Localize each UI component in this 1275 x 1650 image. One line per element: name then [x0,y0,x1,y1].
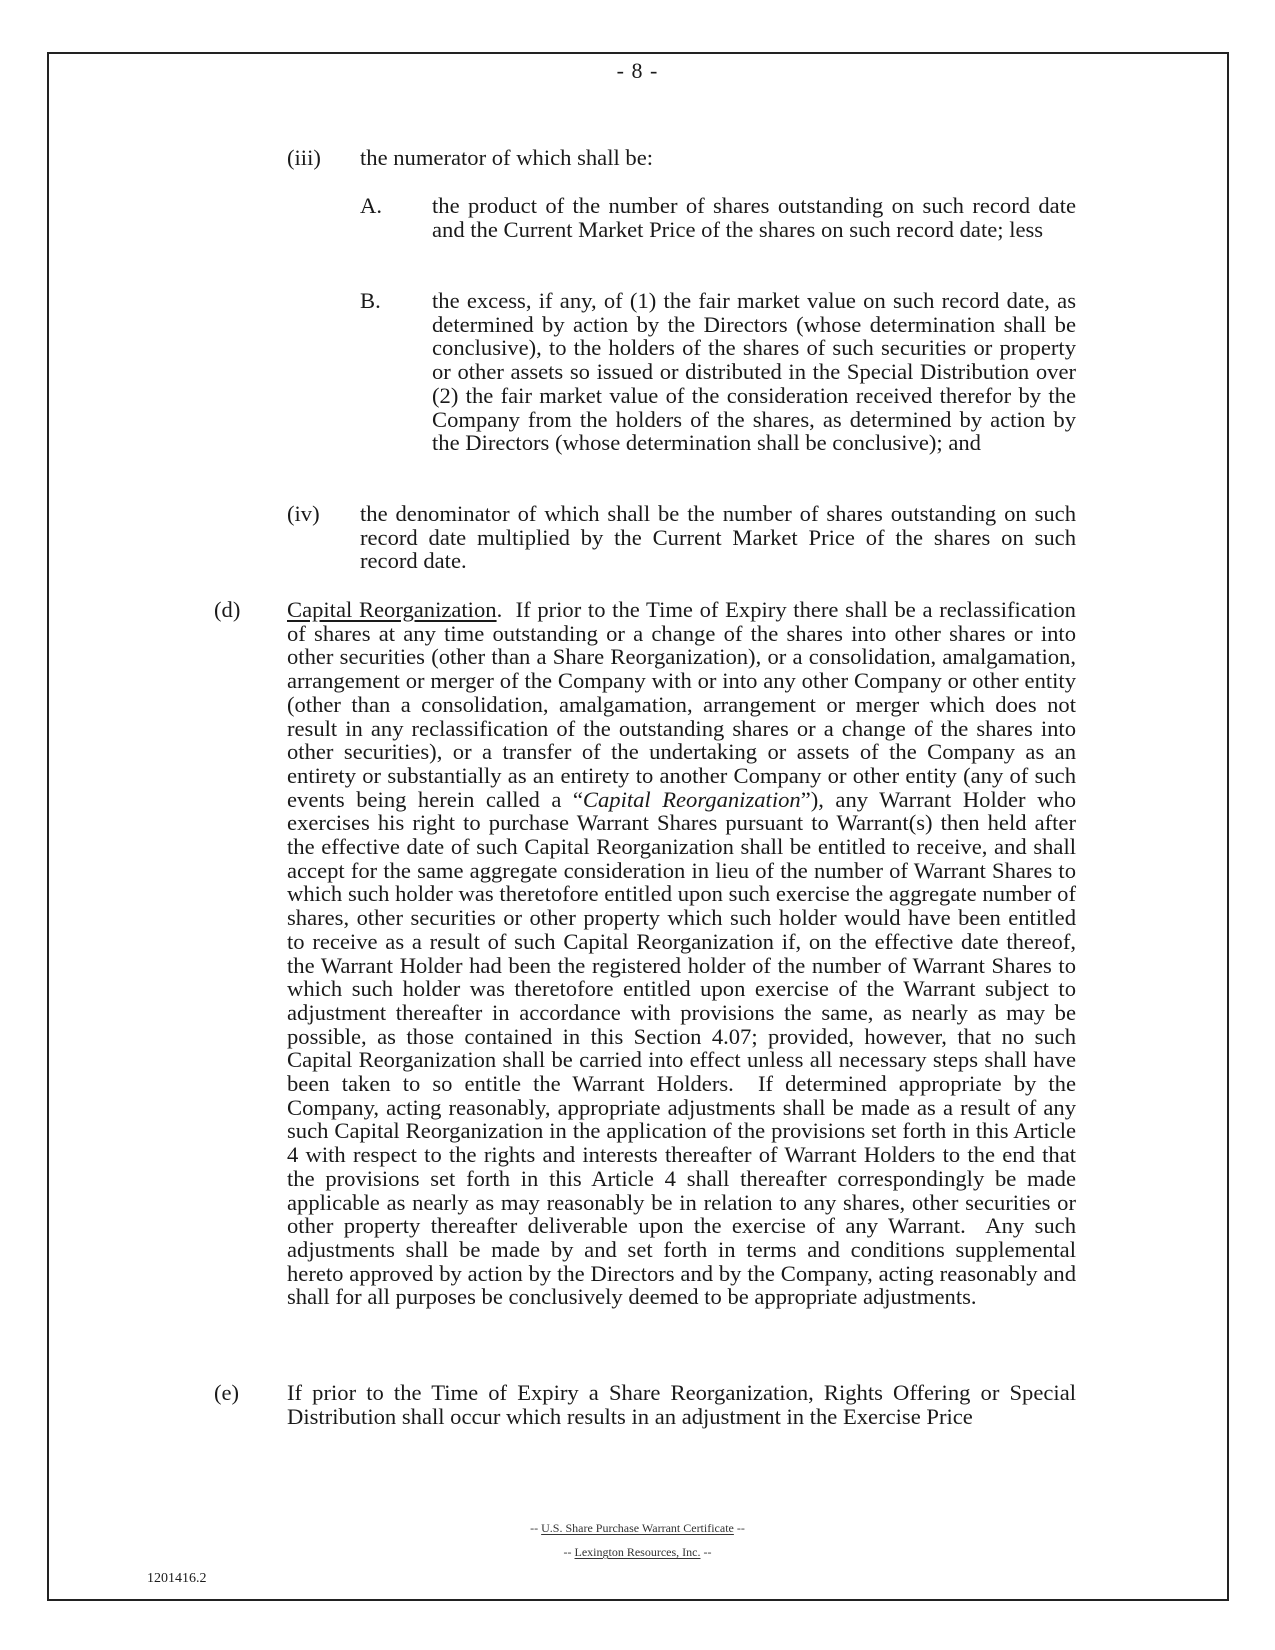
clause-e-label: (e) [214,1380,240,1405]
footer-dash-left: -- [530,1521,539,1535]
clause-iv-label: (iv) [287,501,320,526]
clause-d-defined-term: Capital Reorganization [582,786,801,812]
footer-certificate-title [0,1521,1275,1536]
clause-d-text [287,597,1082,1310]
footer-dash-right: -- [703,1545,712,1559]
clause-d-body-part1: If prior to the Time of Expiry there shall be a reclassification of shares at any time outstanding or a change of the shares into other shares or into other securities (other than a Share Reorganization), or a consolidation, amalgamation, arrangement or merger of the Company with or into any other Company or other entity (other than a consolidation, amalgamation, arrangement or merger which does not result in any reclassification of the outstanding shares or a change of the shares into other securities), or a transfer of the undertaking or assets of the Company as an entirety or substantially as an entirety to another Company or other entity (any of such events being herein called a “ [287,597,1082,812]
document-id: 1201416.2 [147,1571,207,1586]
clause-iii-b-text: the excess, if any, of (1) the fair market value on such record date, as determined by action by the Directors (whose determination shall be conclusive), to the holders of the shares of such securities or property or other assets so issued or distributed in the Special Distribution over (2) the fair market value of the consideration received therefor by the Company from the holders of the shares, as determined by action by the Directors (whose determination shall be conclusive); and [432,288,1076,456]
footer-dash-right: -- [736,1521,745,1535]
clause-d-heading-suffix: . [496,597,503,622]
clause-iii-a-text: the product of the number of shares outstanding on such record date and the Current Market Price of the shares on such record date; less [432,193,1076,242]
clause-d-heading: Capital Reorganization [287,597,497,622]
clause-iii-b-label: B. [360,288,381,313]
footer-certificate-text: U.S. Share Purchase Warrant Certificate [541,1521,734,1535]
clause-e-text: If prior to the Time of Expiry a Share Reorganization, Rights Offering or Special Distribution shall occur which results in an adjustment in the Exercise Price [287,1380,1076,1429]
footer-dash-left: -- [563,1545,572,1559]
page-number: - 8 - [616,58,659,83]
clause-iii-label: (iii) [287,145,321,170]
clause-iii-text: the numerator of which shall be: [360,145,654,170]
footer-company-name [0,1545,1275,1560]
clause-iv-text: the denominator of which shall be the number of shares outstanding on such record date multiplied by the Current Market Price of the shares on such record date. [360,501,1076,574]
clause-d-label: (d) [214,597,241,622]
footer-company-text: Lexington Resources, Inc. [574,1545,701,1559]
clause-iii-a-label: A. [360,193,382,218]
clause-d-body-part2: ”), any Warrant Holder who exercises his right to purchase Warrant Shares pursuant to Warrant(s) then held after the effective date of such Capital Reorganization shall be entitled to receive, and shall accept for the same aggregate consideration in lieu of the number of Warrant Shares to which such holder was theretofore entitled upon such exercise the aggregate number of shares, other securities or other property which such holder would have been entitled to receive as a result of such Capital Reorganization if, on the effective date thereof, the Warrant Holder had been the registered holder of the number of Warrant Shares to which such holder was theretofore entitled upon exercise of the Warrant subject to adjustment thereafter in accordance with provisions the same, as nearly as may be possible, as those contained in this Section 4.07; provided, however, that no such Capital Reorganization shall be carried into effect unless all necessary steps shall have been taken to so entitle the Warrant Holders. If determined appropriate by the Company, acting reasonably, appropriate adjustments shall be made as a result of any such Capital Reorganization in the application of the provisions set forth in this Article 4 with respect to the rights and interests thereafter of Warrant Holders to the end that the provisions set forth in this Article 4 shall thereafter correspondingly be made applicable as nearly as may reasonably be in relation to any shares, other securities or other property thereafter deliverable upon the exercise of any Warrant. Any such adjustments shall be made by and set forth in terms and conditions supplemental hereto approved by action by the Directors and by the Company, acting reasonably and shall for all purposes be conclusively deemed to be appropriate adjustments. [287,786,1082,1310]
